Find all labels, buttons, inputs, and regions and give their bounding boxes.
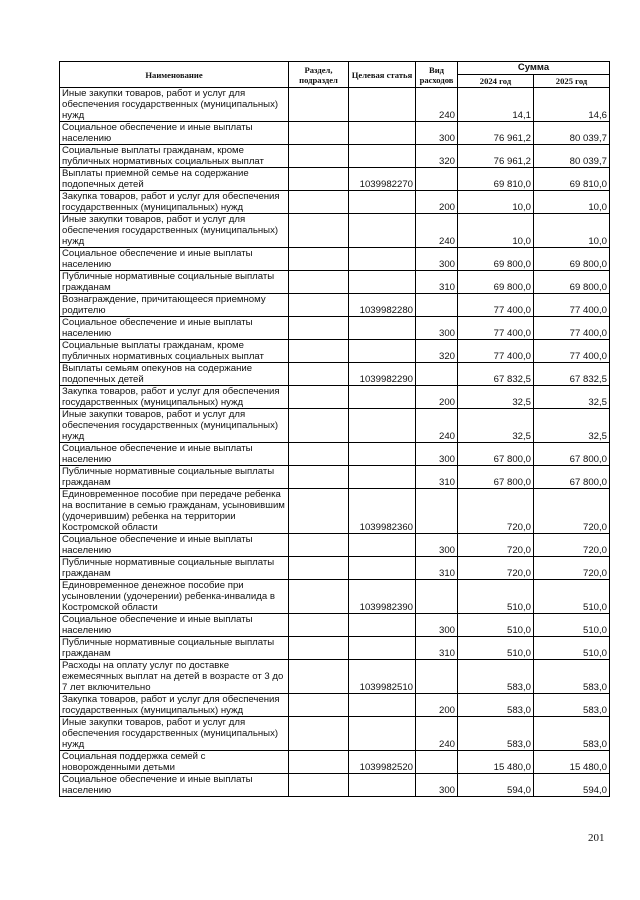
table-row: [60, 363, 610, 386]
row-sum-2024-cell: 510,0: [458, 580, 534, 614]
row-target-cell: [349, 466, 416, 489]
row-section-cell: [289, 317, 349, 340]
row-section-cell: [289, 557, 349, 580]
row-section-cell: [289, 580, 349, 614]
row-sum-2024-cell: 67 800,0: [458, 443, 534, 466]
row-sum-2025-cell: 720,0: [534, 557, 610, 580]
row-sum-2024-cell: 720,0: [458, 489, 534, 534]
row-name-cell: Расходы на оплату услуг по доставке ежемесячных выплат на детей в возрасте от 3 до 7 лет включительно: [60, 660, 289, 694]
table-row: [60, 660, 610, 694]
row-sum-2024-cell: 14,1: [458, 88, 534, 122]
row-name-cell: Социальное обеспечение и иные выплаты населению: [60, 614, 289, 637]
row-target-cell: [349, 386, 416, 409]
row-section-cell: [289, 694, 349, 717]
row-target-cell: [349, 717, 416, 751]
row-target-cell: 1039982520: [349, 751, 416, 774]
row-vid-cell: [416, 294, 458, 317]
row-name-cell: Социальное обеспечение и иные выплаты населению: [60, 317, 289, 340]
row-section-cell: [289, 294, 349, 317]
row-sum-2024-cell: 77 400,0: [458, 294, 534, 317]
row-sum-2025-cell: 69 800,0: [534, 248, 610, 271]
row-vid-cell: 240: [416, 717, 458, 751]
row-sum-2025-cell: 583,0: [534, 694, 610, 717]
row-sum-2025-cell: 510,0: [534, 637, 610, 660]
row-name-cell: Единовременное денежное пособие при усыновлении (удочерении) ребенка-инвалида в Костромской области: [60, 580, 289, 614]
row-sum-2025-cell: 32,5: [534, 386, 610, 409]
row-sum-2025-cell: 80 039,7: [534, 122, 610, 145]
row-section-cell: [289, 122, 349, 145]
row-name-cell: Социальная поддержка семей с новорожденными детьми: [60, 751, 289, 774]
table-row: [60, 88, 610, 122]
row-section-cell: [289, 386, 349, 409]
row-target-cell: [349, 409, 416, 443]
row-section-cell: [289, 88, 349, 122]
row-vid-cell: [416, 489, 458, 534]
row-target-cell: [349, 340, 416, 363]
row-section-cell: [289, 340, 349, 363]
row-name-cell: Социальное обеспечение и иные выплаты населению: [60, 774, 289, 797]
row-sum-2024-cell: 69 810,0: [458, 168, 534, 191]
row-section-cell: [289, 637, 349, 660]
row-name-cell: Публичные нормативные социальные выплаты гражданам: [60, 466, 289, 489]
table-row: [60, 443, 610, 466]
row-name-cell: Иные закупки товаров, работ и услуг для обеспечения государственных (муниципальных) нужд: [60, 214, 289, 248]
table-row: [60, 717, 610, 751]
table-row: [60, 122, 610, 145]
row-target-cell: [349, 534, 416, 557]
row-sum-2024-cell: 69 800,0: [458, 248, 534, 271]
row-vid-cell: 310: [416, 557, 458, 580]
table-row: [60, 191, 610, 214]
row-section-cell: [289, 363, 349, 386]
row-name-cell: Иные закупки товаров, работ и услуг для обеспечения государственных (муниципальных) нужд: [60, 409, 289, 443]
row-target-cell: [349, 122, 416, 145]
table-row: [60, 774, 610, 797]
row-target-cell: [349, 694, 416, 717]
row-vid-cell: 320: [416, 340, 458, 363]
row-sum-2024-cell: 69 800,0: [458, 271, 534, 294]
row-target-cell: [349, 88, 416, 122]
row-sum-2025-cell: 69 800,0: [534, 271, 610, 294]
budget-table: [59, 61, 610, 797]
row-vid-cell: 300: [416, 122, 458, 145]
row-section-cell: [289, 443, 349, 466]
row-sum-2025-cell: 77 400,0: [534, 317, 610, 340]
row-sum-2025-cell: 10,0: [534, 191, 610, 214]
row-target-cell: [349, 614, 416, 637]
table-row: [60, 694, 610, 717]
header-name: Наименование: [60, 62, 289, 88]
table-row: [60, 214, 610, 248]
row-vid-cell: 310: [416, 271, 458, 294]
table-row: [60, 271, 610, 294]
row-target-cell: [349, 774, 416, 797]
header-year-2025: 2025 год: [534, 75, 610, 88]
row-target-cell: [349, 145, 416, 168]
row-section-cell: [289, 466, 349, 489]
row-target-cell: 1039982510: [349, 660, 416, 694]
row-sum-2025-cell: 510,0: [534, 580, 610, 614]
row-section-cell: [289, 214, 349, 248]
row-section-cell: [289, 489, 349, 534]
header-sum: Сумма: [458, 62, 610, 75]
row-sum-2024-cell: 10,0: [458, 191, 534, 214]
row-sum-2025-cell: 67 800,0: [534, 466, 610, 489]
row-section-cell: [289, 145, 349, 168]
row-vid-cell: 300: [416, 614, 458, 637]
row-sum-2025-cell: 32,5: [534, 409, 610, 443]
table-row: [60, 386, 610, 409]
row-vid-cell: 200: [416, 386, 458, 409]
row-section-cell: [289, 534, 349, 557]
row-name-cell: Вознаграждение, причитающееся приемному родителю: [60, 294, 289, 317]
header-vid: Вид расходов: [416, 62, 458, 88]
row-vid-cell: [416, 363, 458, 386]
row-sum-2024-cell: 510,0: [458, 614, 534, 637]
row-target-cell: 1039982290: [349, 363, 416, 386]
row-section-cell: [289, 660, 349, 694]
row-sum-2025-cell: 10,0: [534, 214, 610, 248]
row-vid-cell: 240: [416, 88, 458, 122]
budget-table-container: [59, 61, 609, 797]
row-vid-cell: [416, 751, 458, 774]
row-target-cell: 1039982390: [349, 580, 416, 614]
row-sum-2024-cell: 583,0: [458, 717, 534, 751]
row-sum-2024-cell: 76 961,2: [458, 122, 534, 145]
row-target-cell: 1039982360: [349, 489, 416, 534]
row-sum-2025-cell: 77 400,0: [534, 340, 610, 363]
table-row: [60, 248, 610, 271]
row-name-cell: Социальные выплаты гражданам, кроме публичных нормативных социальных выплат: [60, 340, 289, 363]
row-vid-cell: 240: [416, 214, 458, 248]
row-vid-cell: 310: [416, 466, 458, 489]
row-sum-2025-cell: 594,0: [534, 774, 610, 797]
row-section-cell: [289, 774, 349, 797]
row-target-cell: [349, 271, 416, 294]
row-vid-cell: [416, 168, 458, 191]
table-header: [60, 62, 610, 88]
table-body: [60, 88, 610, 797]
row-sum-2024-cell: 10,0: [458, 214, 534, 248]
row-target-cell: [349, 637, 416, 660]
row-vid-cell: 240: [416, 409, 458, 443]
row-name-cell: Закупка товаров, работ и услуг для обеспечения государственных (муниципальных) нужд: [60, 386, 289, 409]
table-row: [60, 294, 610, 317]
row-sum-2024-cell: 76 961,2: [458, 145, 534, 168]
row-sum-2025-cell: 67 800,0: [534, 443, 610, 466]
table-row: [60, 489, 610, 534]
row-section-cell: [289, 191, 349, 214]
row-sum-2024-cell: 77 400,0: [458, 340, 534, 363]
row-section-cell: [289, 751, 349, 774]
row-sum-2024-cell: 720,0: [458, 557, 534, 580]
row-sum-2024-cell: 510,0: [458, 637, 534, 660]
row-sum-2025-cell: 77 400,0: [534, 294, 610, 317]
row-sum-2025-cell: 510,0: [534, 614, 610, 637]
row-vid-cell: 300: [416, 774, 458, 797]
table-row: [60, 145, 610, 168]
row-name-cell: Единовременное пособие при передаче ребенка на воспитание в семью гражданам, усыновившим (удочерившим) ребенка на территории Костромской области: [60, 489, 289, 534]
table-row: [60, 557, 610, 580]
table-row: [60, 534, 610, 557]
row-target-cell: [349, 443, 416, 466]
row-sum-2024-cell: 32,5: [458, 386, 534, 409]
row-sum-2025-cell: 720,0: [534, 534, 610, 557]
row-sum-2025-cell: 14,6: [534, 88, 610, 122]
row-vid-cell: 320: [416, 145, 458, 168]
row-vid-cell: 300: [416, 317, 458, 340]
row-section-cell: [289, 614, 349, 637]
row-name-cell: Выплаты приемной семье на содержание подопечных детей: [60, 168, 289, 191]
row-target-cell: 1039982270: [349, 168, 416, 191]
row-name-cell: Публичные нормативные социальные выплаты гражданам: [60, 637, 289, 660]
row-sum-2024-cell: 32,5: [458, 409, 534, 443]
row-name-cell: Закупка товаров, работ и услуг для обеспечения государственных (муниципальных) нужд: [60, 191, 289, 214]
row-sum-2025-cell: 583,0: [534, 717, 610, 751]
row-sum-2024-cell: 594,0: [458, 774, 534, 797]
row-name-cell: Иные закупки товаров, работ и услуг для обеспечения государственных (муниципальных) нужд: [60, 88, 289, 122]
table-row: [60, 637, 610, 660]
row-target-cell: [349, 317, 416, 340]
row-name-cell: Закупка товаров, работ и услуг для обеспечения государственных (муниципальных) нужд: [60, 694, 289, 717]
row-name-cell: Выплаты семьям опекунов на содержание подопечных детей: [60, 363, 289, 386]
row-sum-2025-cell: 720,0: [534, 489, 610, 534]
row-name-cell: Социальное обеспечение и иные выплаты населению: [60, 534, 289, 557]
row-name-cell: Социальное обеспечение и иные выплаты населению: [60, 443, 289, 466]
row-sum-2024-cell: 583,0: [458, 694, 534, 717]
row-sum-2025-cell: 80 039,7: [534, 145, 610, 168]
row-name-cell: Социальное обеспечение и иные выплаты населению: [60, 122, 289, 145]
row-vid-cell: 300: [416, 534, 458, 557]
table-row: [60, 580, 610, 614]
table-row: [60, 340, 610, 363]
table-row: [60, 466, 610, 489]
table-row: [60, 168, 610, 191]
row-section-cell: [289, 168, 349, 191]
header-year-2024: 2024 год: [458, 75, 534, 88]
row-vid-cell: 300: [416, 443, 458, 466]
row-sum-2025-cell: 69 810,0: [534, 168, 610, 191]
header-section: Раздел, подраздел: [289, 62, 349, 88]
row-name-cell: Иные закупки товаров, работ и услуг для обеспечения государственных (муниципальных) нужд: [60, 717, 289, 751]
table-row: [60, 614, 610, 637]
row-name-cell: Публичные нормативные социальные выплаты гражданам: [60, 271, 289, 294]
table-row: [60, 751, 610, 774]
row-sum-2025-cell: 583,0: [534, 660, 610, 694]
row-vid-cell: 300: [416, 248, 458, 271]
table-row: [60, 409, 610, 443]
table-row: [60, 317, 610, 340]
row-name-cell: Социальное обеспечение и иные выплаты населению: [60, 248, 289, 271]
row-name-cell: Социальные выплаты гражданам, кроме публичных нормативных социальных выплат: [60, 145, 289, 168]
row-sum-2024-cell: 77 400,0: [458, 317, 534, 340]
row-target-cell: 1039982280: [349, 294, 416, 317]
row-sum-2024-cell: 15 480,0: [458, 751, 534, 774]
row-target-cell: [349, 191, 416, 214]
row-sum-2024-cell: 720,0: [458, 534, 534, 557]
row-sum-2025-cell: 67 832,5: [534, 363, 610, 386]
row-vid-cell: 200: [416, 191, 458, 214]
row-name-cell: Публичные нормативные социальные выплаты гражданам: [60, 557, 289, 580]
row-target-cell: [349, 248, 416, 271]
row-vid-cell: [416, 660, 458, 694]
row-vid-cell: 200: [416, 694, 458, 717]
row-sum-2024-cell: 67 800,0: [458, 466, 534, 489]
row-sum-2025-cell: 15 480,0: [534, 751, 610, 774]
row-vid-cell: [416, 580, 458, 614]
header-target: Целевая статья: [349, 62, 416, 88]
row-section-cell: [289, 271, 349, 294]
page-number: 201: [588, 832, 605, 844]
row-section-cell: [289, 717, 349, 751]
row-vid-cell: 310: [416, 637, 458, 660]
row-target-cell: [349, 557, 416, 580]
row-section-cell: [289, 248, 349, 271]
row-section-cell: [289, 409, 349, 443]
row-target-cell: [349, 214, 416, 248]
row-sum-2024-cell: 67 832,5: [458, 363, 534, 386]
row-sum-2024-cell: 583,0: [458, 660, 534, 694]
